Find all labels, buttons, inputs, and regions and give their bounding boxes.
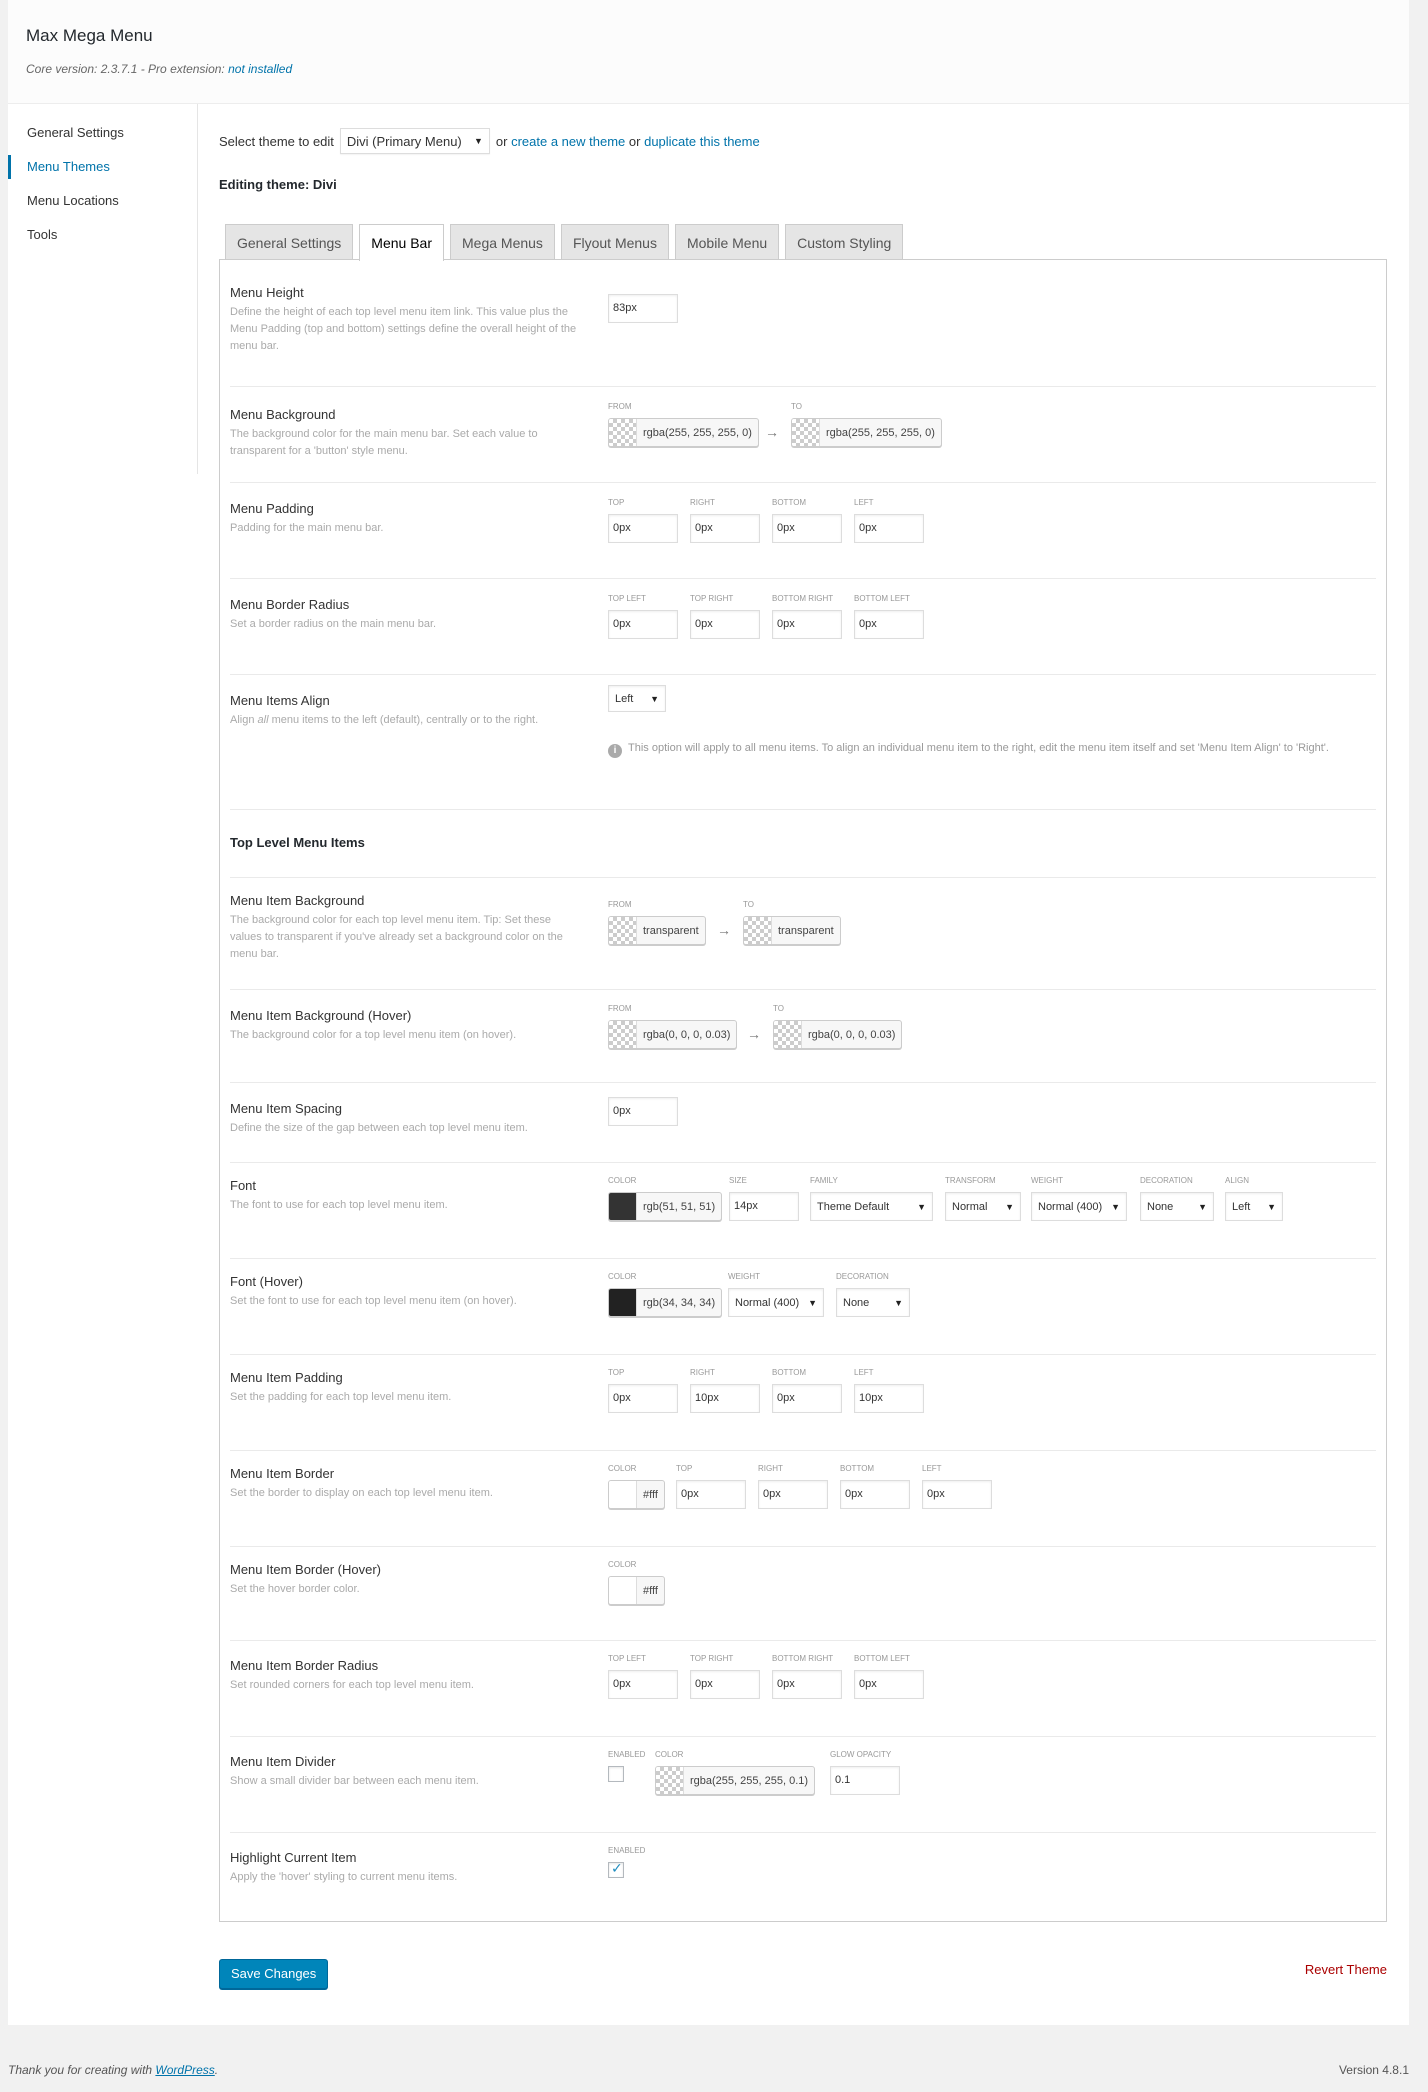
setting-item-border-radius: [230, 1641, 1376, 1737]
font-family-field: [810, 1176, 933, 1221]
field-caption: COLOR: [608, 1560, 637, 1569]
font-align-field: [1225, 1176, 1283, 1221]
footer-credit: [8, 2063, 218, 2077]
divider-glow-field: [830, 1750, 900, 1795]
radius-top-left-input[interactable]: 0px: [608, 610, 678, 639]
padding-top-field: [608, 498, 678, 543]
setting-description: Set the hover border color.: [230, 1583, 360, 1595]
color-value: rgba(255, 255, 255, 0): [826, 426, 935, 439]
color-value: transparent: [778, 924, 834, 937]
color-value: rgb(51, 51, 51): [643, 1200, 716, 1213]
top-level-section: [230, 810, 1376, 878]
caret-down-icon: ▼: [473, 136, 483, 146]
page-title: Max Mega Menu: [26, 26, 153, 45]
setting-description: Set the padding for each top level menu item.: [230, 1391, 452, 1403]
field-caption: FROM: [608, 402, 632, 411]
radius-top-left-field: [608, 594, 678, 639]
highlight-enabled-field: [608, 1846, 645, 1878]
setting-item-border: [230, 1451, 1376, 1547]
font-hover-weight-select[interactable]: [728, 1288, 824, 1317]
color-picker[interactable]: [608, 916, 706, 945]
color-chip: [774, 1021, 802, 1048]
select-value: None: [1147, 1200, 1174, 1213]
item-padding-bottom-field: [772, 1368, 842, 1413]
select-value: Normal (400): [735, 1296, 800, 1309]
padding-right-input[interactable]: 0px: [690, 514, 760, 543]
caret-down-icon: ▼: [917, 1201, 926, 1212]
item-radius-top-left-input[interactable]: 0px: [608, 1670, 678, 1699]
field-caption: BOTTOM LEFT: [854, 594, 910, 603]
setting-label: [230, 407, 580, 460]
setting-title: Menu Item Border: [230, 1466, 335, 1481]
save-changes-button[interactable]: Save Changes: [219, 1959, 328, 1989]
background-from-field: [608, 402, 759, 449]
padding-bottom-input[interactable]: 0px: [772, 514, 842, 543]
field-caption: FROM: [608, 900, 632, 909]
setting-description: Apply the 'hover' styling to current menu items.: [230, 1871, 458, 1883]
field-caption: LEFT: [854, 1368, 874, 1377]
field-caption: TOP LEFT: [608, 1654, 646, 1663]
item-border-left-input[interactable]: 0px: [922, 1480, 992, 1509]
arrow-right-icon: →: [717, 922, 731, 938]
setting-description: Define the height of each top level menu item link. This value plus the Menu Padding (top and bottom) settings define the overall height of the menu bar.: [230, 306, 577, 352]
wordpress-link[interactable]: WordPress: [155, 2063, 215, 2077]
padding-right-field: [690, 498, 760, 543]
color-value: #fff: [643, 1584, 658, 1597]
caret-down-icon: ▼: [1198, 1201, 1207, 1212]
setting-title: Menu Padding: [230, 501, 314, 516]
setting-item-background: [230, 878, 1376, 990]
item-radius-top-right-field: [690, 1654, 760, 1699]
setting-label: [230, 693, 580, 729]
radius-top-right-field: [690, 594, 760, 639]
font-size-field: [729, 1176, 799, 1221]
align-select[interactable]: [608, 685, 666, 712]
font-transform-field: [945, 1176, 1021, 1221]
setting-label: [230, 1754, 580, 1790]
field-caption: COLOR: [608, 1272, 637, 1281]
setting-title: Menu Background: [230, 407, 336, 422]
setting-title: Menu Item Background (Hover): [230, 1008, 412, 1023]
setting-menu-background: [230, 387, 1376, 483]
setting-title: Menu Border Radius: [230, 597, 350, 612]
color-picker[interactable]: [608, 1192, 722, 1221]
field-caption: TO: [791, 402, 802, 411]
theme-select-row: [219, 128, 760, 154]
item-spacing-input[interactable]: 0px: [608, 1097, 678, 1126]
info-icon: i: [608, 744, 622, 758]
or-text: or: [495, 133, 508, 149]
field-caption: TOP RIGHT: [690, 1654, 734, 1663]
field-caption: TOP: [608, 1368, 625, 1377]
field-caption: RIGHT: [690, 498, 715, 507]
field-caption: DECORATION: [1140, 1176, 1193, 1185]
item-padding-top-field: [608, 1368, 678, 1413]
field-caption: FROM: [608, 1004, 632, 1013]
tab-custom-styling[interactable]: Custom Styling: [785, 224, 903, 260]
setting-description: The background color for the main menu bar. Set each value to transparent for a 'button' style menu.: [230, 428, 538, 457]
setting-description: The background color for a top level menu item (on hover).: [230, 1029, 517, 1041]
padding-left-field: [854, 498, 924, 543]
tab-flyout-menus[interactable]: Flyout Menus: [561, 224, 669, 260]
color-chip: [609, 1193, 637, 1220]
setting-label: [230, 1466, 580, 1502]
setting-menu-items-align: [230, 675, 1376, 810]
field-caption: RIGHT: [758, 1464, 783, 1473]
select-value: Left: [1232, 1200, 1251, 1213]
setting-description: Show a small divider bar between each menu item.: [230, 1775, 479, 1787]
divider-enabled-checkbox[interactable]: [608, 1766, 624, 1782]
setting-highlight-current: [230, 1833, 1376, 1923]
field-caption: BOTTOM: [840, 1464, 875, 1473]
setting-title: Font (Hover): [230, 1274, 303, 1289]
color-picker[interactable]: [773, 1020, 902, 1049]
theme-select[interactable]: [340, 128, 490, 154]
setting-menu-padding: [230, 483, 1376, 579]
setting-description: Padding for the main menu bar.: [230, 522, 384, 534]
align-field: [608, 685, 666, 712]
caret-down-icon: ▼: [1005, 1201, 1014, 1212]
field-caption: BOTTOM: [772, 498, 807, 507]
field-caption: LEFT: [854, 498, 874, 507]
color-chip: [609, 1289, 637, 1316]
color-chip: [609, 1577, 637, 1604]
theme-select-label: Select theme to edit: [219, 133, 334, 149]
font-decoration-field: [1140, 1176, 1214, 1221]
field-caption: SIZE: [729, 1176, 747, 1185]
color-picker[interactable]: [743, 916, 841, 945]
item-spacing-field: [608, 1097, 678, 1126]
font-align-select[interactable]: [1225, 1192, 1283, 1221]
setting-title: Menu Item Border Radius: [230, 1658, 379, 1673]
color-chip: [609, 1481, 637, 1508]
revert-theme-link[interactable]: Revert Theme: [1304, 1962, 1387, 1977]
setting-item-padding: [230, 1355, 1376, 1451]
setting-item-spacing: [230, 1083, 1376, 1163]
setting-font-hover: [230, 1259, 1376, 1355]
radius-top-right-input[interactable]: 0px: [690, 610, 760, 639]
setting-title: Menu Item Spacing: [230, 1101, 343, 1116]
create-theme-link[interactable]: create a new theme: [511, 133, 626, 149]
setting-description: The font to use for each top level menu item.: [230, 1199, 448, 1211]
setting-label: [230, 893, 580, 963]
setting-title: Menu Items Align: [230, 693, 330, 708]
admin-page: [8, 0, 1409, 2025]
section-heading: Top Level Menu Items: [230, 835, 365, 850]
theme-select-value: Divi (Primary Menu): [346, 133, 462, 149]
or-text: or: [628, 133, 641, 149]
color-chip: [656, 1767, 684, 1794]
item-radius-bottom-left-field: [854, 1654, 924, 1699]
version-info: [26, 62, 1409, 76]
color-picker[interactable]: [608, 1576, 665, 1605]
caret-down-icon: ▼: [1111, 1201, 1120, 1212]
background-to-field: [791, 402, 942, 449]
pro-extension-link[interactable]: not installed: [228, 62, 293, 76]
duplicate-theme-link[interactable]: duplicate this theme: [644, 133, 760, 149]
setting-description: Set the font to use for each top level menu item (on hover).: [230, 1295, 517, 1307]
color-picker[interactable]: [608, 1480, 665, 1509]
font-color-field: [608, 1176, 722, 1223]
item-bg-hover-to-field: [773, 1004, 902, 1051]
setting-item-background-hover: [230, 990, 1376, 1083]
setting-title: Menu Item Background: [230, 893, 365, 908]
setting-description: Set a border radius on the main menu bar.: [230, 618, 437, 630]
item-border-bottom-input[interactable]: 0px: [840, 1480, 910, 1509]
item-bg-to-field: [743, 900, 841, 947]
field-caption: FAMILY: [810, 1176, 838, 1185]
field-caption: BOTTOM RIGHT: [772, 594, 834, 603]
caret-down-icon: ▼: [1267, 1201, 1276, 1212]
color-chip: [609, 917, 637, 944]
item-border-hover-color-field: [608, 1560, 665, 1607]
padding-left-input[interactable]: 0px: [854, 514, 924, 543]
color-picker[interactable]: [608, 1020, 737, 1049]
color-value: rgba(0, 0, 0, 0.03): [643, 1028, 731, 1041]
padding-bottom-field: [772, 498, 842, 543]
field-caption: ALIGN: [1225, 1176, 1250, 1185]
item-padding-left-field: [854, 1368, 924, 1413]
select-value: Theme Default: [817, 1200, 890, 1213]
tab-menu-bar[interactable]: Menu Bar: [359, 224, 444, 261]
item-radius-bottom-right-input[interactable]: 0px: [772, 1670, 842, 1699]
menu-height-input[interactable]: 83px: [608, 294, 678, 323]
field-caption: TOP RIGHT: [690, 594, 734, 603]
tab-mobile-menu[interactable]: Mobile Menu: [675, 224, 779, 260]
field-caption: TOP: [676, 1464, 693, 1473]
font-family-select[interactable]: [810, 1192, 933, 1221]
color-picker[interactable]: [791, 418, 942, 447]
setting-title: Font: [230, 1178, 257, 1193]
nav-item-general-settings[interactable]: General Settings: [27, 125, 124, 140]
font-decoration-select[interactable]: [1140, 1192, 1214, 1221]
field-caption: TOP LEFT: [608, 594, 646, 603]
setting-label: [230, 1101, 580, 1137]
item-border-top-field: [676, 1464, 746, 1509]
field-caption: WEIGHT: [1031, 1176, 1063, 1185]
font-hover-color-field: [608, 1272, 722, 1319]
radius-bottom-right-input[interactable]: 0px: [772, 610, 842, 639]
caret-down-icon: ▼: [650, 693, 659, 704]
tab-mega-menus[interactable]: Mega Menus: [450, 224, 555, 260]
field-caption: BOTTOM: [772, 1368, 807, 1377]
color-value: rgb(34, 34, 34): [643, 1296, 716, 1309]
item-border-right-field: [758, 1464, 828, 1509]
settings-tabs: [225, 224, 909, 261]
nav-item-menu-themes[interactable]: Menu Themes: [8, 150, 197, 184]
setting-label: [230, 285, 580, 355]
footer-version: Version 4.8.1: [1338, 2063, 1409, 2077]
setting-description: Set the border to display on each top level menu item.: [230, 1487, 493, 1499]
footer-text: Thank you for creating with: [8, 2063, 156, 2077]
tab-general-settings[interactable]: General Settings: [225, 224, 353, 260]
color-value: transparent: [643, 924, 699, 937]
setting-description: [230, 712, 580, 729]
nav-item-tools[interactable]: Tools: [27, 227, 58, 242]
item-padding-right-field: [690, 1368, 760, 1413]
editing-theme-heading: Editing theme: Divi: [219, 177, 337, 192]
setting-label: [230, 1562, 580, 1598]
item-bg-from-field: [608, 900, 706, 947]
field-caption: DECORATION: [836, 1272, 889, 1281]
setting-font: [230, 1163, 1376, 1259]
field-caption: COLOR: [655, 1750, 684, 1759]
setting-item-divider: [230, 1737, 1376, 1833]
caret-down-icon: ▼: [894, 1297, 903, 1308]
setting-title: Menu Height: [230, 285, 304, 300]
radius-bottom-left-input[interactable]: 0px: [854, 610, 924, 639]
radius-bottom-left-field: [854, 594, 924, 639]
nav-item-menu-locations[interactable]: Menu Locations: [27, 193, 119, 208]
settings-nav: [8, 104, 198, 474]
item-radius-top-right-input[interactable]: 0px: [690, 1670, 760, 1699]
item-border-color-field: [608, 1464, 665, 1511]
setting-label: [230, 1658, 580, 1694]
setting-title: Menu Item Border (Hover): [230, 1562, 381, 1577]
field-caption: ENABLED: [608, 1846, 646, 1855]
font-weight-select[interactable]: [1031, 1192, 1127, 1221]
color-chip: [792, 419, 820, 446]
setting-title: Menu Item Padding: [230, 1370, 343, 1385]
font-size-input[interactable]: 14px: [729, 1192, 799, 1221]
checkmark-icon: ✓: [611, 1860, 623, 1876]
desc-emphasis: all: [257, 714, 269, 726]
setting-label: [230, 1370, 580, 1406]
field-caption: TRANSFORM: [945, 1176, 996, 1185]
setting-title: Highlight Current Item: [230, 1850, 357, 1865]
item-padding-left-input[interactable]: 10px: [854, 1384, 924, 1413]
align-select-value: Left: [615, 692, 634, 705]
item-radius-bottom-left-input[interactable]: 0px: [854, 1670, 924, 1699]
arrow-right-icon: →: [747, 1026, 761, 1042]
setting-menu-height: [230, 260, 1376, 387]
divider-enabled-field: [608, 1750, 645, 1782]
version-text: Core version: 2.3.7.1 - Pro extension:: [26, 62, 229, 76]
divider-color-field: [655, 1750, 815, 1797]
settings-panel: [219, 259, 1387, 1922]
color-chip: [609, 419, 637, 446]
font-weight-field: [1031, 1176, 1127, 1221]
select-value: Normal: [952, 1200, 988, 1213]
item-border-top-input[interactable]: 0px: [676, 1480, 746, 1509]
font-hover-decoration-field: [836, 1272, 910, 1317]
setting-label: [230, 1178, 580, 1214]
field-caption: ENABLED: [608, 1750, 646, 1759]
color-value: rgba(255, 255, 255, 0.1): [690, 1774, 809, 1787]
field-caption: COLOR: [608, 1464, 637, 1473]
note-text: This option will apply to all menu items. To align an individual menu item to the right, edit the menu item itself and set 'Menu Item Align' to 'Right'.: [628, 742, 1329, 754]
item-padding-right-input[interactable]: 10px: [690, 1384, 760, 1413]
select-value: None: [843, 1296, 870, 1309]
arrow-right-icon: →: [765, 424, 779, 440]
menu-height-field: [608, 294, 678, 323]
item-border-right-input[interactable]: 0px: [758, 1480, 828, 1509]
setting-label: [230, 501, 580, 537]
setting-label: [230, 1008, 580, 1044]
item-radius-top-left-field: [608, 1654, 678, 1699]
field-caption: RIGHT: [690, 1368, 715, 1377]
setting-menu-border-radius: [230, 579, 1376, 675]
field-caption: BOTTOM LEFT: [854, 1654, 910, 1663]
desc-text: Align: [230, 714, 258, 726]
select-value: Normal (400): [1038, 1200, 1103, 1213]
item-bg-hover-from-field: [608, 1004, 737, 1051]
color-value: rgba(0, 0, 0, 0.03): [808, 1028, 896, 1041]
color-value: rgba(255, 255, 255, 0): [643, 426, 752, 439]
footer-text: .: [214, 2063, 219, 2077]
field-caption: BOTTOM RIGHT: [772, 1654, 834, 1663]
color-chip: [744, 917, 772, 944]
setting-description: Set rounded corners for each top level menu item.: [230, 1679, 474, 1691]
color-chip: [609, 1021, 637, 1048]
color-picker[interactable]: [608, 1288, 722, 1317]
align-note: [608, 738, 1368, 758]
field-caption: WEIGHT: [728, 1272, 760, 1281]
divider-glow-input[interactable]: 0.1: [830, 1766, 900, 1795]
plugin-header: [8, 0, 1409, 104]
field-caption: TO: [743, 900, 754, 909]
highlight-enabled-checkbox[interactable]: [608, 1862, 624, 1878]
font-hover-decoration-select[interactable]: [836, 1288, 910, 1317]
setting-title: Menu Item Divider: [230, 1754, 336, 1769]
item-border-left-field: [922, 1464, 992, 1509]
color-picker[interactable]: [655, 1766, 815, 1795]
font-hover-weight-field: [728, 1272, 824, 1317]
item-padding-bottom-input[interactable]: 0px: [772, 1384, 842, 1413]
setting-label: [230, 1850, 580, 1886]
field-caption: TOP: [608, 498, 625, 507]
radius-bottom-right-field: [772, 594, 842, 639]
desc-text: menu items to the left (default), centrally or to the right.: [268, 714, 539, 726]
item-radius-bottom-right-field: [772, 1654, 842, 1699]
setting-description: The background color for each top level menu item. Tip: Set these values to transparent if you've already set a background color on the menu bar.: [230, 914, 563, 960]
setting-label: [230, 597, 580, 633]
field-caption: TO: [773, 1004, 784, 1013]
font-transform-select[interactable]: [945, 1192, 1021, 1221]
field-caption: GLOW OPACITY: [830, 1750, 892, 1759]
caret-down-icon: ▼: [808, 1297, 817, 1308]
setting-label: [230, 1274, 580, 1310]
field-caption: COLOR: [608, 1176, 637, 1185]
setting-description: Define the size of the gap between each top level menu item.: [230, 1122, 528, 1134]
item-border-bottom-field: [840, 1464, 910, 1509]
padding-top-input[interactable]: 0px: [608, 514, 678, 543]
color-picker[interactable]: [608, 418, 759, 447]
item-padding-top-input[interactable]: 0px: [608, 1384, 678, 1413]
setting-item-border-hover: [230, 1547, 1376, 1641]
field-caption: LEFT: [922, 1464, 942, 1473]
color-value: #fff: [643, 1488, 658, 1501]
